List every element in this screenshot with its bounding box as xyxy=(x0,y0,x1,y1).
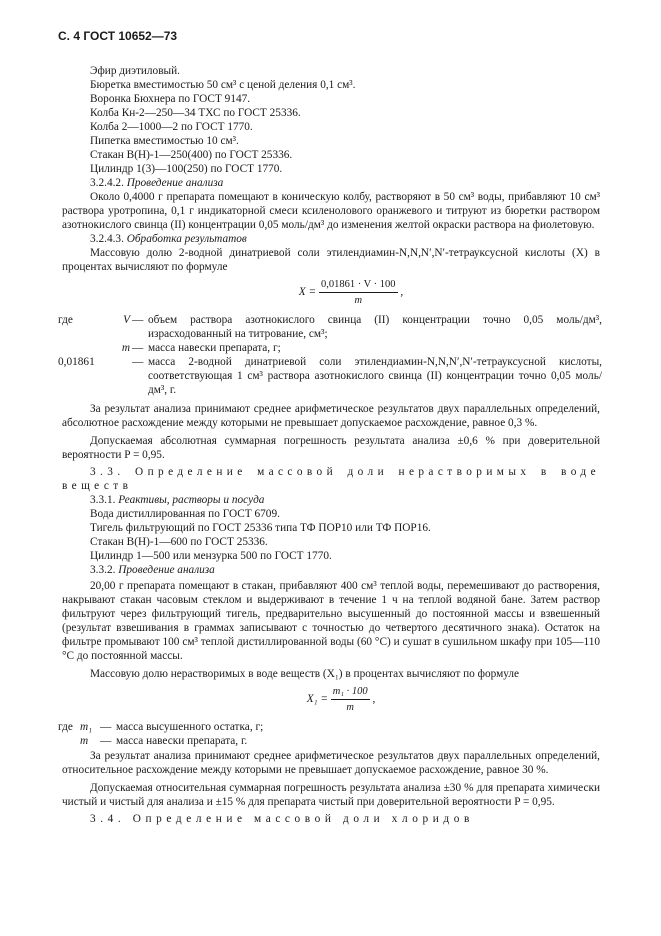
where-word: где xyxy=(58,314,73,326)
definition-text: масса навески препарата, г; xyxy=(148,342,281,354)
procedure-paragraph: Около 0,4000 г препарата помещают в коническую колбу, растворяют в 50 см³ воды, прибавляют 10 см³ раствора уротропина, 0,1 г индикаторной смеси ксиленолового оранжевого и титруют из бюретки раствором азотнокислого свинца (II) концентрации 0,05 моль/дм³ до изменения желтой окраски раствора на фиолетовую. xyxy=(62,191,600,231)
formula-intro: Массовую долю нерастворимых в воде веществ (X₁) в процентах вычисляют по формуле xyxy=(90,668,520,680)
section-title: Проведение анализа xyxy=(126,177,224,189)
definition-text: масса 2-водной динатриевой соли этилендиамин-N,N,N′,N′-тетрауксусной кислоты, соответствующая 1 см³ раствора азотнокислого свинца (II) концентрации точно 0,05 моль/дм³, г. xyxy=(148,356,602,396)
definition-row xyxy=(58,313,602,341)
error-paragraph: Допускаемая относительная суммарная погрешность результата анализа ±30 % для препарата химически чистый и чистый для анализа и ±15 % для препарата чистый при доверительной вероятности P = 0,95. xyxy=(62,782,600,808)
formula-tail: , xyxy=(400,286,404,299)
formula-x1 xyxy=(62,685,600,714)
definition-text: объем раствора азотнокислого свинца (II) концентрации точно 0,05 моль/дм³, израсходованный на титрование, см³; xyxy=(148,314,602,340)
page-header: С. 4 ГОСТ 10652—73 xyxy=(58,29,178,43)
definitions-table xyxy=(58,313,602,397)
formula-lhs: X₁ = xyxy=(306,693,328,706)
definition-row xyxy=(58,341,602,355)
definition-text: масса навески препарата, г. xyxy=(116,735,248,747)
formula-x xyxy=(62,278,600,307)
list-item: Воронка Бюхнера по ГОСТ 9147. xyxy=(90,93,251,105)
equipment-list xyxy=(62,507,600,563)
where-word: где xyxy=(58,721,73,733)
definition-dash: — xyxy=(132,356,144,368)
section-number: 3.2.4.2. xyxy=(90,177,124,189)
formula-denominator: m xyxy=(346,702,355,713)
definition-dash: — xyxy=(132,314,144,326)
list-item: Пипетка вместимостью 10 см³. xyxy=(90,135,239,147)
list-item: Стакан В(Н)-1—250(400) по ГОСТ 25336. xyxy=(90,149,293,161)
list-item: Цилиндр 1(3)—100(250) по ГОСТ 1770. xyxy=(90,163,283,175)
formula-numerator: m₁ · 100 xyxy=(331,685,370,700)
section-heading-3243 xyxy=(62,232,600,246)
list-item: Стакан В(Н)-1—600 по ГОСТ 25336. xyxy=(90,536,268,548)
body-column xyxy=(58,64,602,826)
formula-fraction xyxy=(319,278,398,307)
section-number: 3.3.1. xyxy=(90,494,116,506)
list-item: Колба 2—1000—2 по ГОСТ 1770. xyxy=(90,121,253,133)
definition-symbol: V xyxy=(123,314,130,326)
result-paragraph: За результат анализа принимают среднее арифметическое результатов двух параллельных определений, относительное расхождение между которыми не превышает допускаемое расхождение, равное 30 %. xyxy=(62,750,600,776)
definition-row xyxy=(58,734,602,748)
definition-symbol: m xyxy=(80,735,89,747)
definition-row xyxy=(58,720,602,734)
section-title: Обработка результатов xyxy=(126,233,247,245)
definition-row xyxy=(58,355,602,397)
definitions-table xyxy=(58,720,602,748)
section-heading-33: 3.3. Определение массовой доли нерастворимых в воде веществ xyxy=(62,466,600,492)
definition-dash: — xyxy=(100,721,112,733)
section-title: Проведение анализа xyxy=(118,564,215,576)
formula-denominator: m xyxy=(354,295,363,306)
list-item: Цилиндр 1—500 или мензурка 500 по ГОСТ 1770. xyxy=(90,550,332,562)
definition-dash: — xyxy=(100,735,112,747)
list-item: Вода дистиллированная по ГОСТ 6709. xyxy=(90,508,280,520)
section-heading-34: 3.4. Определение массовой доли хлоридов xyxy=(90,813,474,825)
list-item: Бюретка вместимостью 50 см³ с ценой деления 0,1 см³. xyxy=(90,79,356,91)
subsection-heading-332 xyxy=(62,563,600,577)
formula-intro: Массовую долю 2-водной динатриевой соли этилендиамин-N,N,N′,N′-тетрауксусной кислоты (X) в процентах вычисляют по формуле xyxy=(62,247,600,273)
definition-dash: — xyxy=(132,342,144,354)
formula-tail: , xyxy=(372,693,376,706)
section-heading-3242 xyxy=(62,176,600,190)
formula-lhs: X = xyxy=(298,286,317,299)
definition-symbol: m₁ xyxy=(80,721,93,733)
procedure-paragraph: 20,00 г препарата помещают в стакан, прибавляют 400 см³ теплой воды, перемешивают до растворения, накрывают стакан часовым стеклом и выдерживают в течение 1 ч на теплой водяной бане. Затем раствор фильтруют через фильтрующий тигель, предварительно высушенный до постоянной массы и взвешенный (результат взвешивания в граммах записывают с точностью до четвертого десятичного знака). Остаток на фильтре промывают 100 см³ теплой дистиллированной воды (60 °С) и сушат в сушильном шкафу при 105—110 °С до постоянной массы. xyxy=(62,580,600,662)
definition-symbol: m xyxy=(121,342,130,354)
result-paragraph: За результат анализа принимают среднее арифметическое результатов двух параллельных определений, абсолютное расхождение между которыми не превышает допускаемое расхождение, равное 0,3 %. xyxy=(62,403,600,429)
subsection-heading-331 xyxy=(62,493,600,507)
definition-text: масса высушенного остатка, г; xyxy=(116,721,264,733)
definition-symbol: 0,01861 xyxy=(58,356,95,368)
reagent-list xyxy=(62,64,600,176)
section-number: 3.2.4.3. xyxy=(90,233,124,245)
list-item: Эфир диэтиловый. xyxy=(90,65,180,77)
error-paragraph: Допускаемая абсолютная суммарная погрешность результата анализа ±0,6 % при доверительной вероятности P = 0,95. xyxy=(62,435,600,461)
formula-fraction xyxy=(331,685,370,714)
list-item: Колба Кн-2—250—34 ТХС по ГОСТ 25336. xyxy=(90,107,301,119)
section-title: Реактивы, растворы и посуда xyxy=(118,494,265,506)
formula-numerator: 0,01861 · V · 100 xyxy=(319,278,398,293)
list-item: Тигель фильтрующий по ГОСТ 25336 типа ТФ ПОР10 или ТФ ПОР16. xyxy=(90,522,431,534)
section-number: 3.3.2. xyxy=(90,564,116,576)
